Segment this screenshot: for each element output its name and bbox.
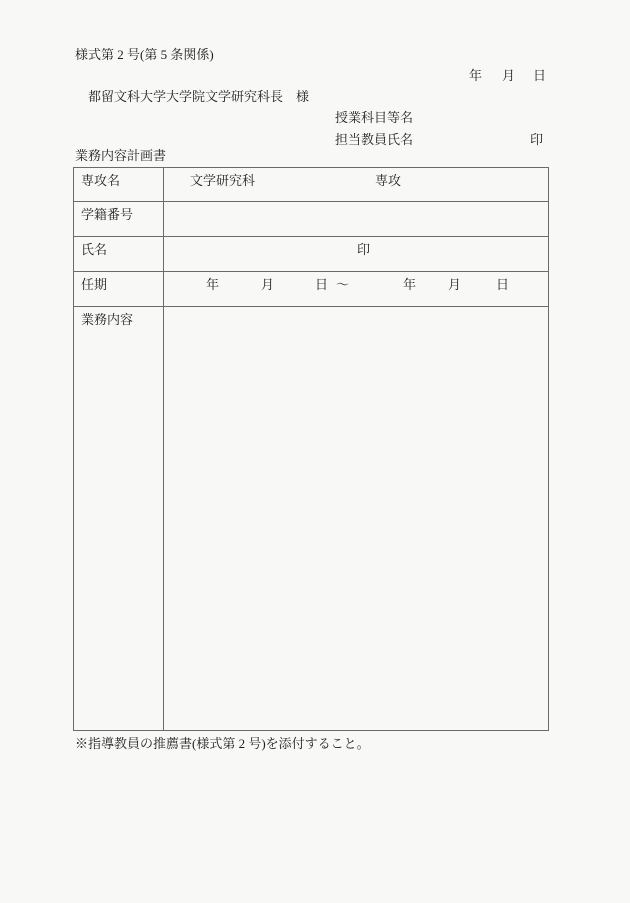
major-suffix-text: 専攻	[375, 173, 402, 188]
term-from-day-label: 日	[315, 277, 329, 292]
course-name-label: 授業科目等名	[335, 110, 414, 125]
plan-table	[73, 167, 549, 731]
date-month-label: 月	[502, 68, 516, 83]
duties-row-label: 業務内容	[74, 307, 164, 731]
document-title: 業務内容計画書	[75, 148, 167, 163]
term-to-day-label: 日	[496, 277, 510, 292]
footnote: ※指導教員の推薦書(様式第 2 号)を添付すること。	[75, 736, 370, 751]
table-row-term	[74, 272, 549, 307]
term-row-cell	[164, 272, 549, 307]
date-year-label: 年	[469, 68, 483, 83]
term-to-year-label: 年	[403, 277, 417, 292]
duties-row-cell	[164, 307, 549, 731]
graduate-school-text: 文学研究科	[190, 173, 256, 188]
instructor-name-label: 担当教員氏名	[335, 132, 414, 147]
major-row-label: 専攻名	[74, 168, 164, 202]
term-row-label: 任期	[74, 272, 164, 307]
term-from-year-label: 年	[206, 277, 220, 292]
form-number: 様式第 2 号(第 5 条関係)	[75, 47, 214, 62]
name-row-label: 氏名	[74, 237, 164, 272]
table-row-student-id	[74, 202, 549, 237]
date-line	[0, 69, 630, 85]
major-row-cell	[164, 168, 549, 202]
table-row-duties	[74, 307, 549, 731]
term-from-month-label: 月	[261, 277, 275, 292]
instructor-seal-mark: 印	[530, 132, 544, 147]
student-id-row-cell	[164, 202, 549, 237]
name-seal-mark: 印	[357, 242, 371, 257]
date-day-label: 日	[533, 68, 547, 83]
term-tilde: 〜	[336, 277, 350, 292]
name-row-cell	[164, 237, 549, 272]
table-row-name	[74, 237, 549, 272]
term-to-month-label: 月	[448, 277, 462, 292]
student-id-row-label: 学籍番号	[74, 202, 164, 237]
addressee: 都留文科大学大学院文学研究科長 様	[88, 89, 310, 104]
table-row-major	[74, 168, 549, 202]
